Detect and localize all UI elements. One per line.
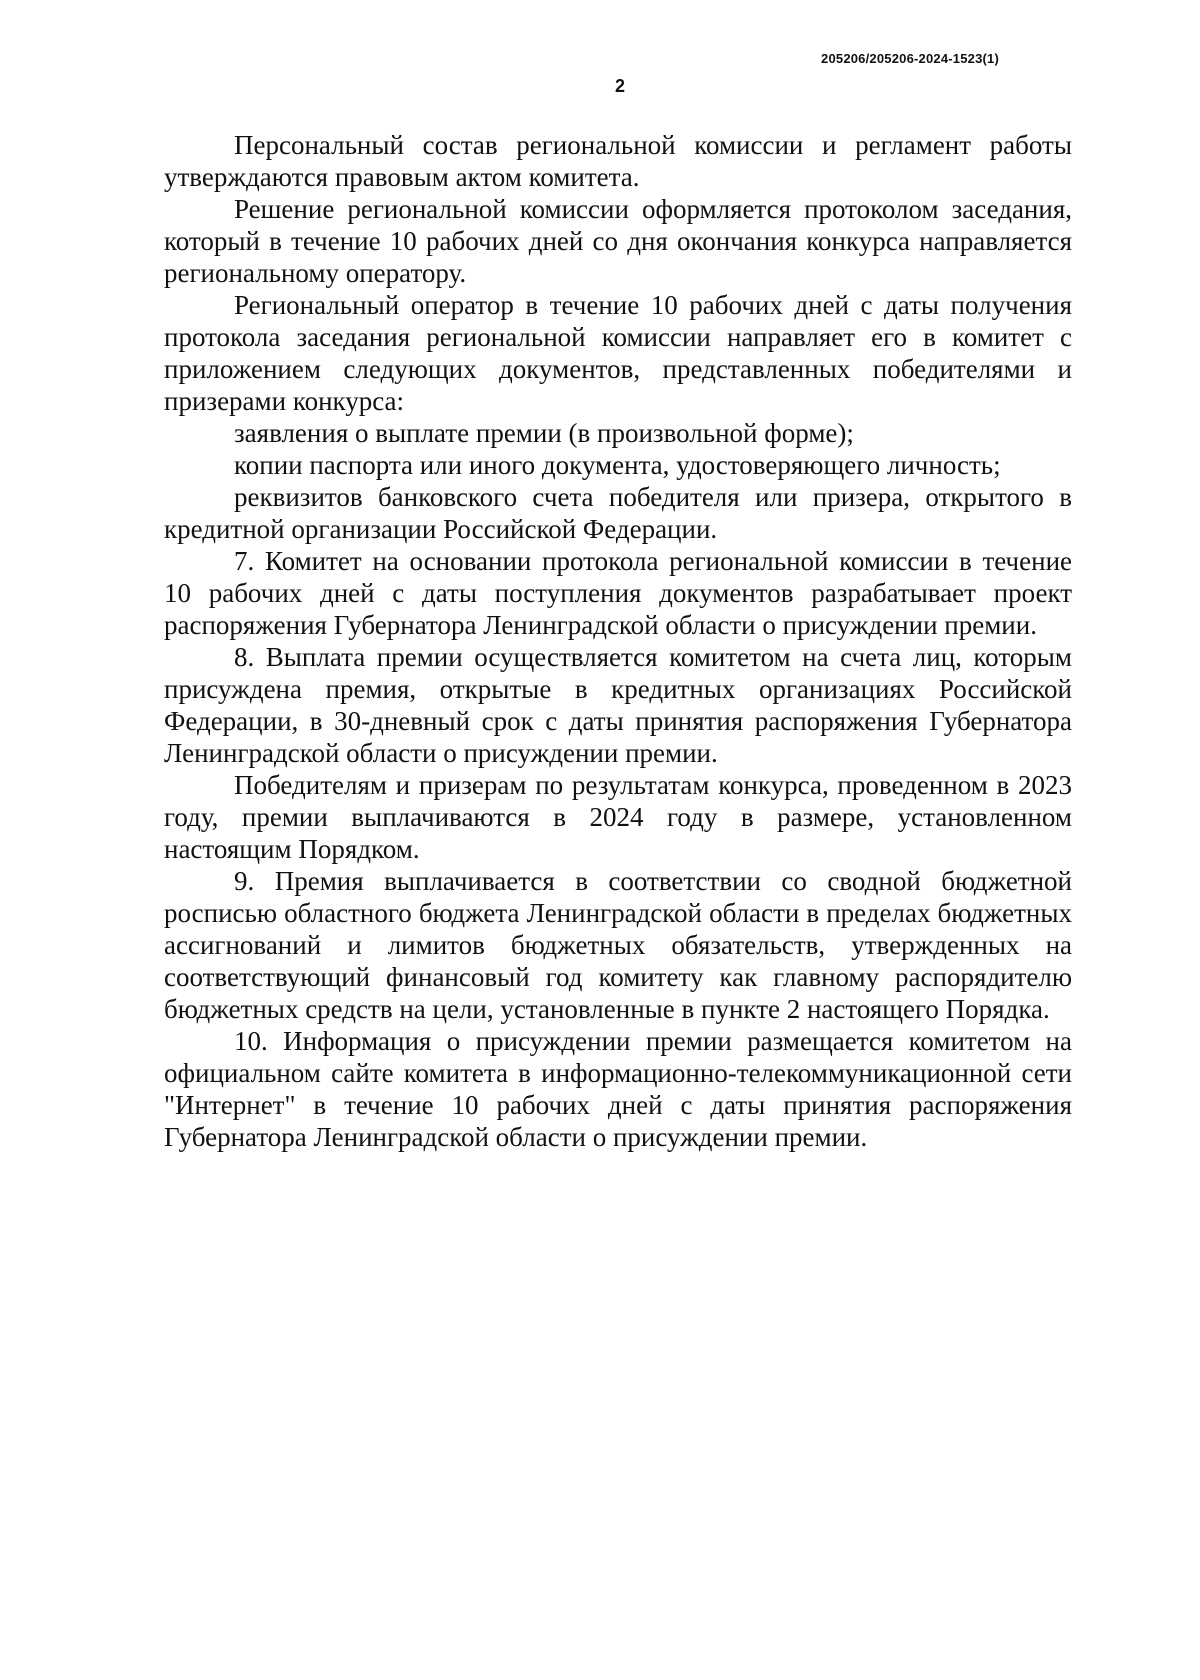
list-item-application: заявления о выплате премии (в произвольной форме);	[234, 418, 854, 448]
paragraph-item-7: 7. Комитет на основании протокола региональной комиссии в течение 10 рабочих дней с даты поступления документов разрабатывает проект распоряжения Губернатора Ленинградской области о присуждении премии.	[164, 546, 1072, 640]
paragraph-item-9: 9. Премия выплачивается в соответствии со сводной бюджетной росписью областного бюджета Ленинградской области в пределах бюджетных ассигнований и лимитов бюджетных обязательств, утвержденных на соответствующий финансовый год комитету как главному распорядителю бюджетных средств на цели, установленные в пункте 2 настоящего Порядка.	[164, 866, 1072, 1024]
page-number: 2	[614, 76, 625, 96]
document-body	[164, 129, 1072, 1153]
list-item-bank-details: реквизитов банковского счета победителя или призера, открытого в кредитной организации Российской Федерации.	[164, 482, 1072, 544]
paragraph-winners-payment: Победителям и призерам по результатам конкурса, проведенном в 2023 году, премии выплачиваются в 2024 году в размере, установленном настоящим Порядком.	[164, 770, 1072, 864]
paragraph-commission-decision: Решение региональной комиссии оформляется протоколом заседания, который в течение 10 рабочих дней со дня окончания конкурса направляется региональному оператору.	[164, 194, 1072, 288]
paragraph-commission-composition: Персональный состав региональной комиссии и регламент работы утверждаются правовым актом комитета.	[164, 130, 1072, 192]
paragraph-operator-submission: Региональный оператор в течение 10 рабочих дней с даты получения протокола заседания региональной комиссии направляет его в комитет с приложением следующих документов, представленных победителями и призерами конкурса:	[164, 290, 1072, 416]
list-item-passport: копии паспорта или иного документа, удостоверяющего личность;	[234, 450, 1001, 480]
document-id: 205206/205206-2024-1523(1)	[821, 51, 999, 66]
paragraph-item-10: 10. Информация о присуждении премии размещается комитетом на официальном сайте комитета в информационно-телекоммуникационной сети "Интернет" в течение 10 рабочих дней с даты принятия распоряжения Губернатора Ленинградской области о присуждении премии.	[164, 1026, 1072, 1152]
paragraph-item-8: 8. Выплата премии осуществляется комитетом на счета лиц, которым присуждена премия, открытые в кредитных организациях Российской Федерации, в 30-дневный срок с даты принятия распоряжения Губернатора Ленинградской области о присуждении премии.	[164, 642, 1072, 768]
